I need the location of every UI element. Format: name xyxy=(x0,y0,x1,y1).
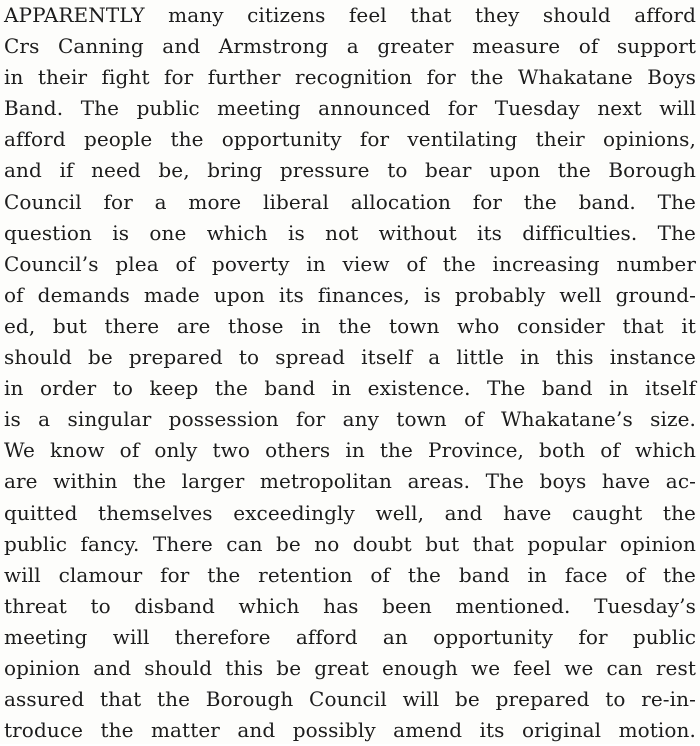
text-line: will clamour for the retention of the band in face of the xyxy=(4,562,696,587)
text-line: opinion and should this be great enough we feel we can rest xyxy=(4,655,696,680)
text-line: are within the larger metropolitan areas. The boys have ac- xyxy=(4,469,696,494)
text-line: assured that the Borough Council will be prepared to re-in- xyxy=(4,687,696,712)
text-line: Council for a more liberal allocation for the band. The xyxy=(4,189,696,214)
text-line: question is one which is not without its difficulties. The xyxy=(4,220,696,245)
text-line: public fancy. There can be no doubt but that popular opinion xyxy=(4,531,696,556)
text-line: We know of only two others in the Province, both of which xyxy=(4,438,696,463)
text-line: APPARENTLY many citizens feel that they should afford xyxy=(4,3,696,27)
text-line: threat to disband which has been mentioned. Tuesday’s xyxy=(4,593,696,618)
editorial-paragraph xyxy=(4,0,696,746)
text-line: should be prepared to spread itself a little in this instance xyxy=(4,345,696,370)
text-line: Council’s plea of poverty in view of the increasing number xyxy=(4,251,696,276)
text-line: Band. The public meeting announced for Tuesday next will xyxy=(4,96,696,121)
text-line: Crs Canning and Armstrong a greater measure of support xyxy=(4,34,696,59)
text-line: of demands made upon its finances, is probably well ground- xyxy=(4,282,696,307)
text-line: afford people the opportunity for ventilating their opinions, xyxy=(4,127,696,152)
text-line: quitted themselves exceedingly well, and have caught the xyxy=(4,500,696,525)
text-line: is a singular possession for any town of Whakatane’s size. xyxy=(4,407,696,432)
text-line: meeting will therefore afford an opportunity for public xyxy=(4,624,696,649)
text-line: troduce the matter and possibly amend its original motion. xyxy=(4,718,696,743)
text-line: in their fight for further recognition for the Whakatane Boys xyxy=(4,65,696,90)
text-line: in order to keep the band in existence. The band in itself xyxy=(4,376,696,401)
text-line: and if need be, bring pressure to bear upon the Borough xyxy=(4,158,696,183)
text-line: ed, but there are those in the town who consider that it xyxy=(4,313,696,338)
